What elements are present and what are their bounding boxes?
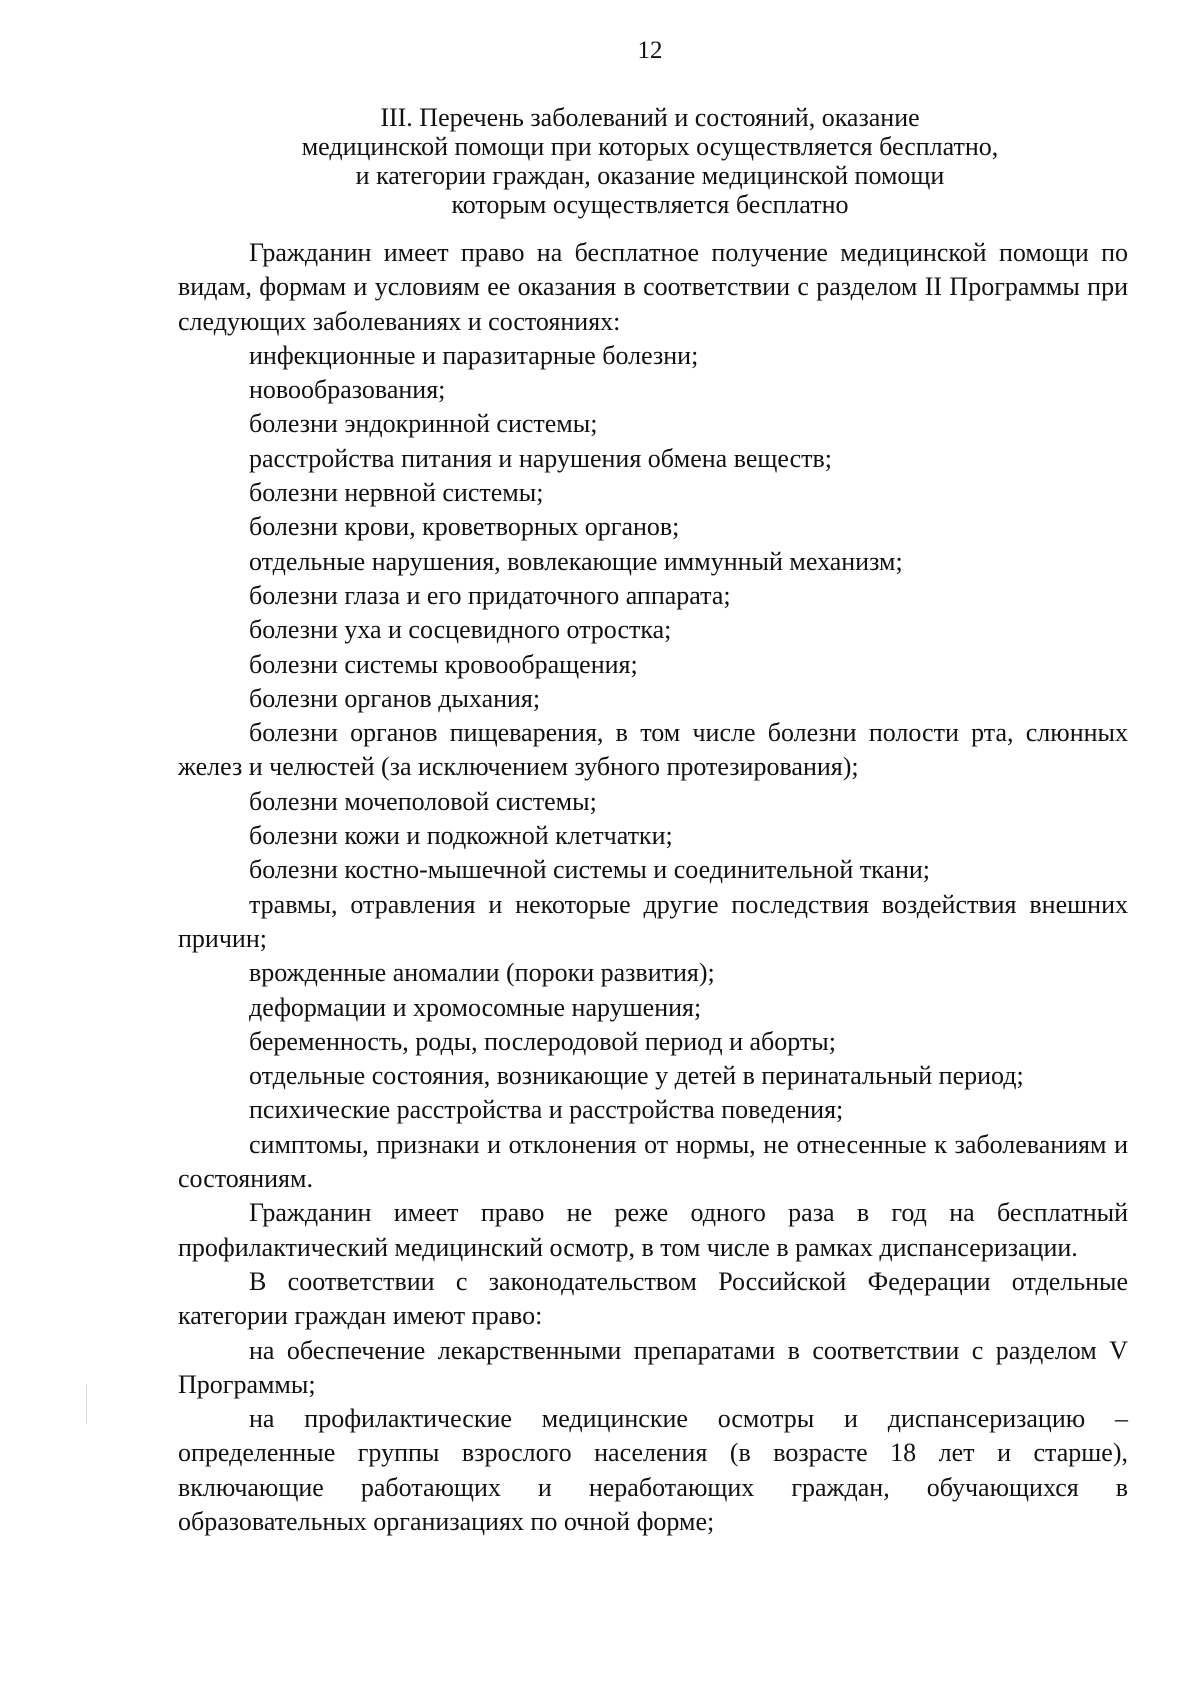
disease-list xyxy=(178,339,1128,1196)
list-item: болезни глаза и его придаточного аппарата; xyxy=(249,580,731,610)
list-item: болезни органов пищеварения, в том числе болезни полости рта, слюнных желез и челюстей (за исключением зубного протезирования); xyxy=(178,718,1128,782)
list-item: болезни системы кровообращения; xyxy=(249,649,638,679)
list-item: болезни органов дыхания; xyxy=(249,683,541,713)
margin-mark xyxy=(86,1384,87,1424)
list-item: инфекционные и паразитарные болезни; xyxy=(249,340,699,370)
section-heading xyxy=(220,103,1080,219)
list-item: болезни костно-мышечной системы и соединительной ткани; xyxy=(249,855,931,885)
list-item: новообразования; xyxy=(249,375,446,405)
list-item: болезни мочеполовой системы; xyxy=(249,786,597,816)
list-item: симптомы, признаки и отклонения от нормы, не отнесенные к заболеваниям и состояниям. xyxy=(178,1129,1128,1194)
list-item: психические расстройства и расстройства поведения; xyxy=(249,1095,844,1125)
list-item: беременность, роды, послеродовой период и аборты; xyxy=(249,1026,836,1056)
list-item: травмы, отравления и некоторые другие последствия воздействия внешних причин; xyxy=(178,889,1128,953)
heading-line: медицинской помощи при которых осуществляется бесплатно, xyxy=(301,132,999,161)
list-item: болезни кожи и подкожной клетчатки; xyxy=(249,821,673,851)
categories-intro-paragraph: В соответствии с законодательством Российской Федерации отдельные категории граждан имеют право: xyxy=(178,1266,1128,1331)
list-item: на обеспечение лекарственными препаратами в соответствии с разделом V Программы; xyxy=(178,1335,1128,1399)
list-item: болезни уха и сосцевидного отростка; xyxy=(249,615,672,645)
list-item: на профилактические медицинские осмотры и диспансеризацию – определенные группы взрослого населения (в возрасте 18 лет и старше), включающие работающих и неработающих граждан, обучающихся в образовательных организациях по очной форме; xyxy=(178,1404,1128,1536)
list-item: деформации и хромосомные нарушения; xyxy=(249,992,702,1022)
list-item: расстройства питания и нарушения обмена веществ; xyxy=(249,443,832,473)
document-body xyxy=(178,236,1128,1539)
heading-line: III. Перечень заболеваний и состояний, оказание xyxy=(380,103,920,132)
list-item: болезни нервной системы; xyxy=(249,478,544,508)
page-number: 12 xyxy=(637,37,663,64)
list-item: отдельные состояния, возникающие у детей в перинатальный период; xyxy=(249,1061,1024,1091)
checkup-paragraph: Гражданин имеет право не реже одного раза в год на бесплатный профилактический медицинский осмотр, в том числе в рамках диспансеризации. xyxy=(178,1198,1128,1262)
heading-line: и категории граждан, оказание медицинской помощи xyxy=(355,161,945,190)
list-item: болезни эндокринной системы; xyxy=(249,409,598,439)
list-item: отдельные нарушения, вовлекающие иммунный механизм; xyxy=(249,546,903,576)
list-item: врожденные аномалии (пороки развития); xyxy=(249,958,715,988)
intro-paragraph: Гражданин имеет право на бесплатное получение медицинской помощи по видам, формам и условиям ее оказания в соответствии с разделом II Программы при следующих заболеваниях и состояниях: xyxy=(178,238,1128,336)
rights-list xyxy=(178,1334,1128,1540)
list-item: болезни крови, кроветворных органов; xyxy=(249,512,680,542)
heading-line: которым осуществляется бесплатно xyxy=(451,190,849,219)
